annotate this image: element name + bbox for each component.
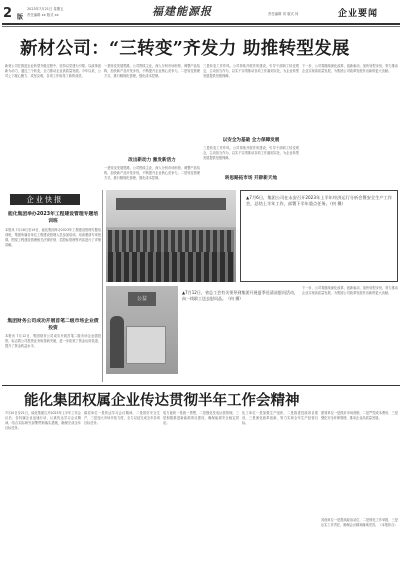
brief-item1-text: 本报讯 7月18日至19日，能化集团举办2023年工程建设管理专题培训班，集团所属各单位工程建设管理人员参加培训。培训邀请专家授课，围绕工程建设管理相关法律法规、招投标管理等内容进行了详细讲解。 [5, 228, 101, 248]
brief-divider [102, 190, 103, 382]
page-suffix: 版 [17, 14, 24, 21]
masthead-rule [2, 23, 400, 25]
paper-name: 福建能源报 [152, 5, 212, 18]
caption-box-text: ▲7月6日，集团公司在永安召开2023年上半年经济运行分析会暨安全生产工作会，总结上半年工作，部署下半年重点任务。（何 摄） [246, 195, 392, 207]
top-article-col1: 新材公司在推进企业转型升级过程中，坚持以党建为引领，以改革创新为动力，通过三个转变，全力推动企业高质量发展。今年以来，公司上下凝心聚力、攻坚克难，各项工作取得了新的成效。 [5, 64, 101, 79]
photo-person [110, 316, 124, 368]
bottom-rule [2, 385, 400, 386]
masthead-rule-thin [2, 26, 400, 27]
brief-item2-text: 本报讯 7月12日，集团财务公司成功开展首笔二级市场企业债投资，标志着公司投资业务取得新突破，进一步拓宽了资金运用渠道，提升了资金收益水平。 [5, 334, 101, 349]
top-article-col3: 三是转变工作作风。公司持续开展作风建设，引导干部职工转变观念，主动担当作为，以实干实绩推动各项工作落到实处，为企业转型发展提供坚强保障。 [203, 64, 299, 79]
brief-section-header: 企业快报 [10, 194, 80, 205]
top-article-subhead-2: 以安全为基础 全力保障发展 [222, 138, 280, 143]
right-info: 责任编辑 刘 版式 何 [268, 12, 299, 16]
top-article-col2b: 一是转变发展思路。公司围绕主业，深入分析市场形势，调整产品结构，加快新产品开发步伐，不断提升企业核心竞争力。二是转变管理方式，推行精细化管理，强化成本控制。 [104, 166, 200, 181]
top-article-col4b: 下一步，公司将继续深化改革，创新驱动，加快转型步伐，努力推动企业实现高质量发展，为集团公司改革发展作出新的更大贡献。 [302, 286, 398, 296]
top-article-subhead-1: 改出新动力 激发新活力 [128, 158, 176, 163]
photo-banner [116, 198, 226, 210]
bottom-headline: 能化集团权属企业传达贯彻半年工作会精神 [24, 392, 300, 409]
brief-item1-title: 能化集团举办2023年工程建设管理专题培训班 [7, 212, 99, 224]
bottom-col-b: 电力板块一是统一思想，二是强化发电运营管理，三是积极推进新能源项目建设，确保能源安全稳定供应。 [163, 411, 239, 426]
brief-item2-title: 集团财务公司成功开展首笔二级市场企业债投资 [7, 319, 99, 331]
bottom-col-a: 煤炭单位一是传达学习会议精神，二是抓好安全生产，三是加大市场开拓力度，全力以赴完成全年各项目标任务。 [84, 411, 160, 426]
main-headline: 新材公司：“三转变”齐发力 助推转型发展 [20, 39, 350, 59]
activity-photo [106, 286, 178, 374]
bottom-col-c: 化工单位一是加强生产组织，二是推进技改项目建设，三是深化改革创新，努力实现全年生产经营目标。 [242, 411, 318, 426]
group-photo [106, 190, 236, 282]
photo-box-stack [126, 326, 166, 364]
photo-people-row-back [108, 230, 234, 252]
bottom-intro: 7月20日至21日，能化集团召开2023年上半年工作会议后，各权属企业迅速行动，认真传达学习会议精神，结合实际研究部署贯彻落实措施，确保完成全年目标任务。 [5, 411, 81, 431]
top-article-col3b: 三是转变工作作风。公司持续开展作风建设，引导干部职工转变观念，主动担当作为，以实干实绩推动各项工作落到实处，为企业转型发展提供坚强保障。 [203, 146, 299, 161]
activity-photo-caption: ▲7月12日，省总工会有关领导到集团开展夏季送清凉慰问活动，向一线职工送去慰问品。（何 摄） [182, 290, 298, 302]
top-article-col2: 一是转变发展思路。公司围绕主业，深入分析市场形势，调整产品结构，加快新产品开发步伐，不断提升企业核心竞争力。二是转变管理方式，推行精细化管理，强化成本控制。 [104, 64, 200, 79]
bottom-col-e: 其他单位一是提高政治站位，二是细化工作举措，三是压实工作责任，确保会议精神落地见效。（本报综合） [321, 518, 398, 528]
date-line: 2023年7月21日 星期五 [27, 7, 64, 11]
top-article-col4: 下一步，公司将继续深化改革，创新驱动，加快转型步伐，努力推动企业实现高质量发展，为集团公司改革发展作出新的更大贡献。 [302, 64, 398, 74]
bottom-col-d: 建材单位一是抓好市场营销，二是严控成本费用，三是强化安全环保管理，推动企业高质量发展。 [321, 411, 398, 421]
photo-sign: 公益 [128, 292, 156, 306]
top-article-subhead-3: 转思路拓市场 开辟新天地 [224, 176, 278, 181]
editor-line: 责任编辑 xx 版式 xx [27, 13, 59, 17]
photo-people-row-front [108, 252, 234, 282]
page-number-badge: 2 [3, 6, 13, 21]
bordered-caption-box [240, 190, 398, 282]
section-name: 企业要闻 [338, 9, 379, 19]
